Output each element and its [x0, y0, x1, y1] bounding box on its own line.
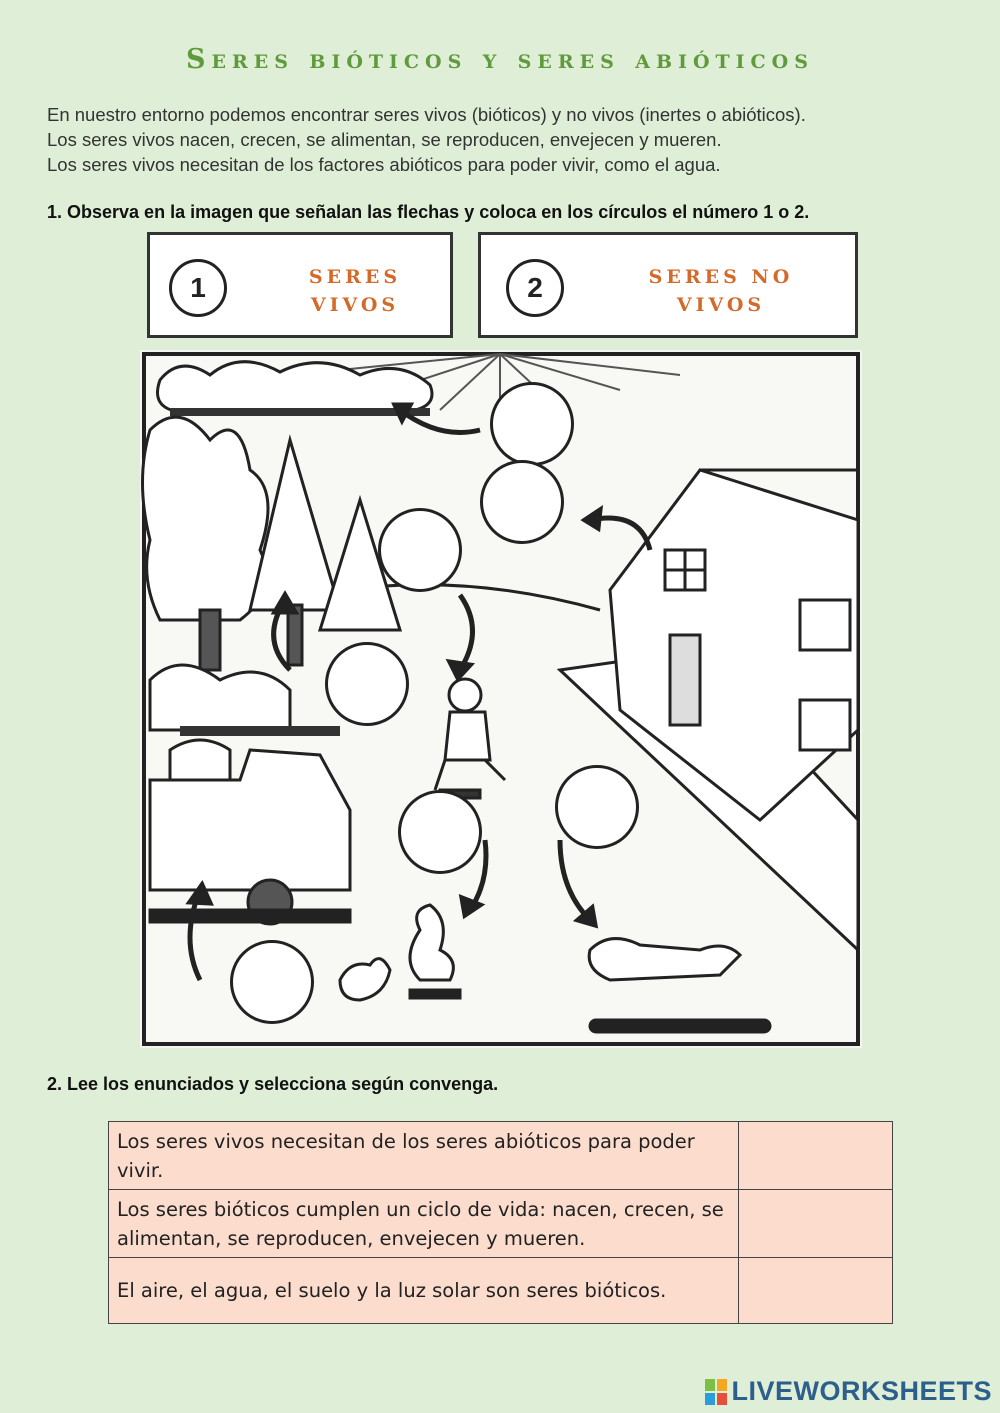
- brand-text: LIVEWORKSHEETS: [731, 1376, 992, 1406]
- statement-3: El aire, el agua, el suelo y la luz solar son seres bióticos.: [109, 1258, 739, 1324]
- answer-circle-car[interactable]: [230, 940, 314, 1024]
- answer-select-1[interactable]: [739, 1122, 893, 1190]
- legend-number-2: 2: [506, 259, 564, 317]
- scene-illustration: [140, 350, 862, 1048]
- legend-living: [147, 232, 453, 338]
- answer-circle-cloud[interactable]: [490, 382, 574, 466]
- statements-table: [108, 1121, 893, 1324]
- brand-logo: [705, 1376, 992, 1407]
- intro-line-3: Los seres vivos necesitan de los factores abióticos para poder vivir, como el agua.: [47, 154, 721, 175]
- statement-1: Los seres vivos necesitan de los seres abióticos para poder vivir.: [109, 1122, 739, 1190]
- legend-number-1: 1: [169, 259, 227, 317]
- intro-line-2: Los seres vivos nacen, crecen, se alimentan, se reproducen, envejecen y mueren.: [47, 129, 722, 150]
- answer-circle-tree[interactable]: [325, 642, 409, 726]
- cloud-icon: [158, 362, 433, 412]
- answer-circle-house[interactable]: [480, 460, 564, 544]
- liveworksheets-icon: [705, 1379, 727, 1405]
- statement-2: Los seres bióticos cumplen un ciclo de vida: nacen, crecen, se alimentan, se reproducen, envejecen y mueren.: [109, 1190, 739, 1258]
- answer-circle-child[interactable]: [378, 508, 462, 592]
- intro-text: [47, 102, 967, 177]
- question-1: 1. Observa en la imagen que señalan las flechas y coloca en los círculos el número 1 o 2.: [47, 202, 810, 222]
- table-row: [109, 1258, 893, 1324]
- legend-label-living: SERES VIVOS: [308, 266, 402, 316]
- worksheet-title: Seres bióticos y seres abióticos: [186, 44, 814, 75]
- answer-select-3[interactable]: [739, 1258, 893, 1324]
- legend-label-nonliving: SERES NO VIVOS: [648, 266, 794, 316]
- answer-circle-chicken[interactable]: [398, 790, 482, 874]
- answer-circle-dog[interactable]: [555, 765, 639, 849]
- answer-select-2[interactable]: [739, 1190, 893, 1258]
- table-row: [109, 1190, 893, 1258]
- question-2: 2. Lee los enunciados y selecciona según convenga.: [47, 1074, 499, 1094]
- scene-drawing: [140, 350, 862, 1048]
- intro-line-1: En nuestro entorno podemos encontrar seres vivos (bióticos) y no vivos (inertes o abióticos).: [47, 104, 806, 125]
- legend-nonliving: [478, 232, 858, 338]
- table-row: [109, 1122, 893, 1190]
